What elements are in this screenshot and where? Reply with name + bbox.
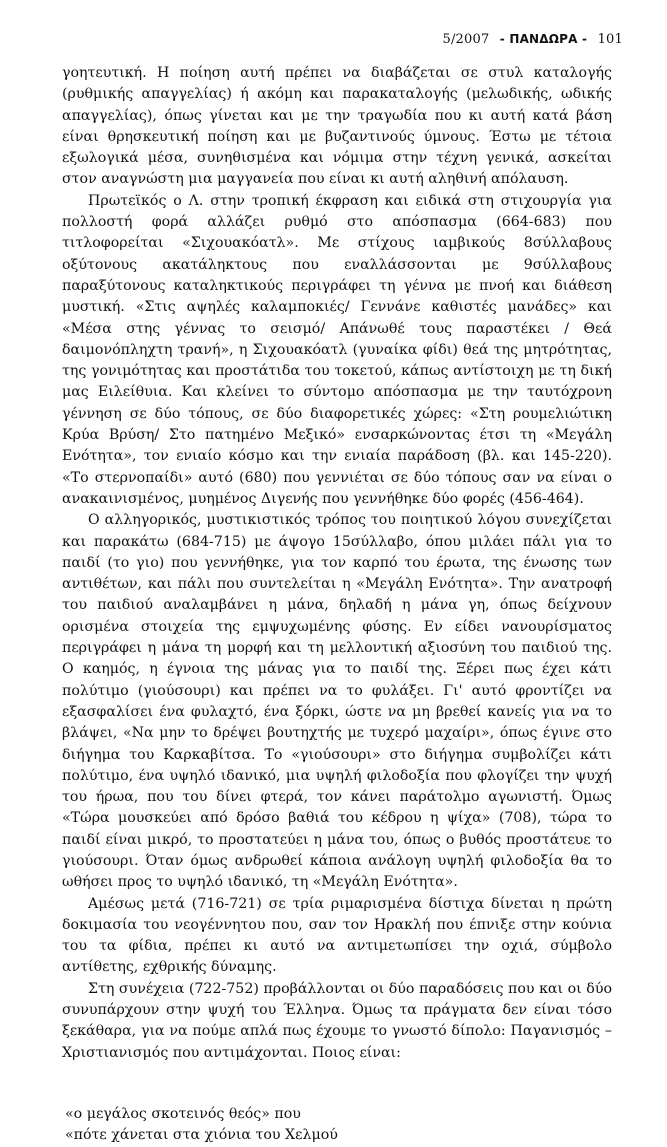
paragraph: Ο αλληγορικός, μυστικιστικός τρόπος του ποιητικού λόγου συνεχίζεται και παρακάτω (684-715) με άψογο 15σύλλαβο, όπου μιλάει πάλι για το παιδί (το γιο) που γεννήθηκε, για τον καρπό του έρωτα, της ένωσης των αντιθέτων, και πάλι που συντελείται η «Μεγάλη Ενότητα». Την ανατροφή του παιδιού αναλαμβάνει η μάνα, δηλαδή η μάνα γη, όπως δείχνουν ορισμένα στοιχεία της εμψυχωμένης φύσης. Εν είδει νανουρίσματος περιγράφει η μάνα τη μορφή και τη μελλοντική αξιοσύνη του παιδιού της. Ο καημός, η έγνοια της μάνας για το παιδί της. Ξέρει πως έχει κάτι πολύτιμο (γιούσουρι) και πρέπει να το φυλάξει. Γι' αυτό φροντίζει να εξασφαλίσει ένα φυλαχτό, ένα ξόρκι, ώστε να μη βρεθεί κανείς για να το βλάψει, «Να μην το δρέψει βουτηχτής με τυχερό μαχαίρι», όπως έγινε στο διήγημα του Καρκαβίτσα. Το «γιούσουρι» στο διήγημα συμβολίζει κάτι πολύτιμο, ένα υψηλό ιδανικό, μια υψηλή φιλοδοξία που φλογίζει την ψυχή του ήρωα, που του δίνει φτερά, τον κάνει παράτολμο αγωνιστή. Όμως «Τώρα μουσκεύει από δρόσο βαθιά του κέδρου η ψίχα» (708), τώρα το παιδί είναι μικρό, το προστατεύει η μάνα του, όπως ο βυθός προστάτευε το γιούσουρι. Όταν όμως ανδρωθεί κάποια ανάλογη υψηλή φιλοδοξία θα το ωθήσει προς το υψηλό ιδανικό, τη «Μεγάλη Ενότητα».	[62, 512, 612, 891]
paragraph: Αμέσως μετά (716-721) σε τρία ριμαρισμένα δίστιχα δίνεται η πρώτη δοκιμασία του νεογέννητου που, σαν τον Ηρακλή που έπνιξε στην κούνια του τα φίδια, πρέπει κι αυτό να αντιμετωπίσει την οχιά, σύμβολο αντίθετης, εχθρικής δύναμης.	[62, 895, 612, 976]
page-number: 101	[597, 32, 623, 47]
issue-date: 5/2007	[442, 32, 490, 47]
verse-line: «πότε χάνεται στα χιόνια του Χελμού	[65, 1127, 338, 1144]
verse-line: «ο μεγάλος σκοτεινός θεός» που	[65, 1105, 301, 1122]
article-body	[62, 63, 612, 1147]
paragraph: Στη συνέχεια (722-752) προβάλλονται οι δύο παραδόσεις που και οι δύο συνυπάρχουν στην ψυχή του Έλληνα. Όμως τα πράγματα δεν είναι τόσο ξεκάθαρα, για να πούμε απλά πως έχουμε το γνωστό δίπολο: Παγανισμός – Χριστιανισμός που αντιμάχονται. Ποιος είναι:	[62, 980, 612, 1061]
verse-quote	[65, 1104, 612, 1147]
magazine-title: - ΠΑΝΔΩΡΑ -	[499, 32, 588, 46]
paragraph: Πρωτεϊκός ο Λ. στην τροπική έκφραση και ειδικά στη στιχουργία για πολλοστή φορά αλλάζει ρυθμό στο απόσπασμα (664-683) που τιτλοφορείται «Σιχουακόατλ». Με στίχους ιαμβικούς 8σύλλαβους οξύτονους ακατάληκτους που εναλλάσσονται με 9σύλλαβους παραξύτονους καταληκτικούς περιγράφει τη γέννα με πνοή και διάθεση μυστική. «Στις αψηλές καλαμποκιές/ Γεννάνε καθιστές μανάδες» και «Μέσα στης γέννας το σεισμό/ Απάνωθέ τους παραστέκει / Θεά δαιμονόπληχτη τρανή», η Σιχουακόατλ (γυναίκα φίδι) θεά της μητρότητας, της γονιμότητας και προστάτιδα του τοκετού, κάπως αντίστοιχη με τη δική μας Ειλείθυια. Και κλείνει το σύντομο απόσπασμα με την ταυτόχρονη γέννηση σε δύο τόπους, σε δύο διαφορετικές χώρες: «Στη ρουμελιώτικη Κρύα Βρύση/ Στο πατημένο Μεξικό» ενσαρκώνοντας έτσι τη «Μεγάλη Ενότητα», τον ενιαίο κόσμο και την ενιαία παράδοση (βλ. και 145-220). «Το στερνοπαίδι» αυτό (680) που γεννιέται σε δύο τόπους σαν να είναι ο ανακαινισμένος, μυημένος Διγενής που γεννήθηκε δύο φορές (456-464).	[62, 192, 612, 507]
paragraph: γοητευτική. Η ποίηση αυτή πρέπει να διαβάζεται σε στυλ καταλογής (ρυθμικής απαγγελίας) ή ακόμη και παρακαταλογής (μελωδικής, ωδικής απαγγελίας), όπως γίνεται και με την τραγωδία που κι αυτή κατά βάση είναι θρησκευτική ποίηση και με βυζαντινούς ύμνους. Έστω με τέτοια εξωλογικά μέσα, συνηθισμένα και νόμιμα στην τέχνη γενικά, ασκείται στον αναγνώστη μια μαγγανεία που είναι κι αυτή αληθινή απόλαυση.	[62, 65, 612, 188]
page-header	[442, 32, 623, 47]
